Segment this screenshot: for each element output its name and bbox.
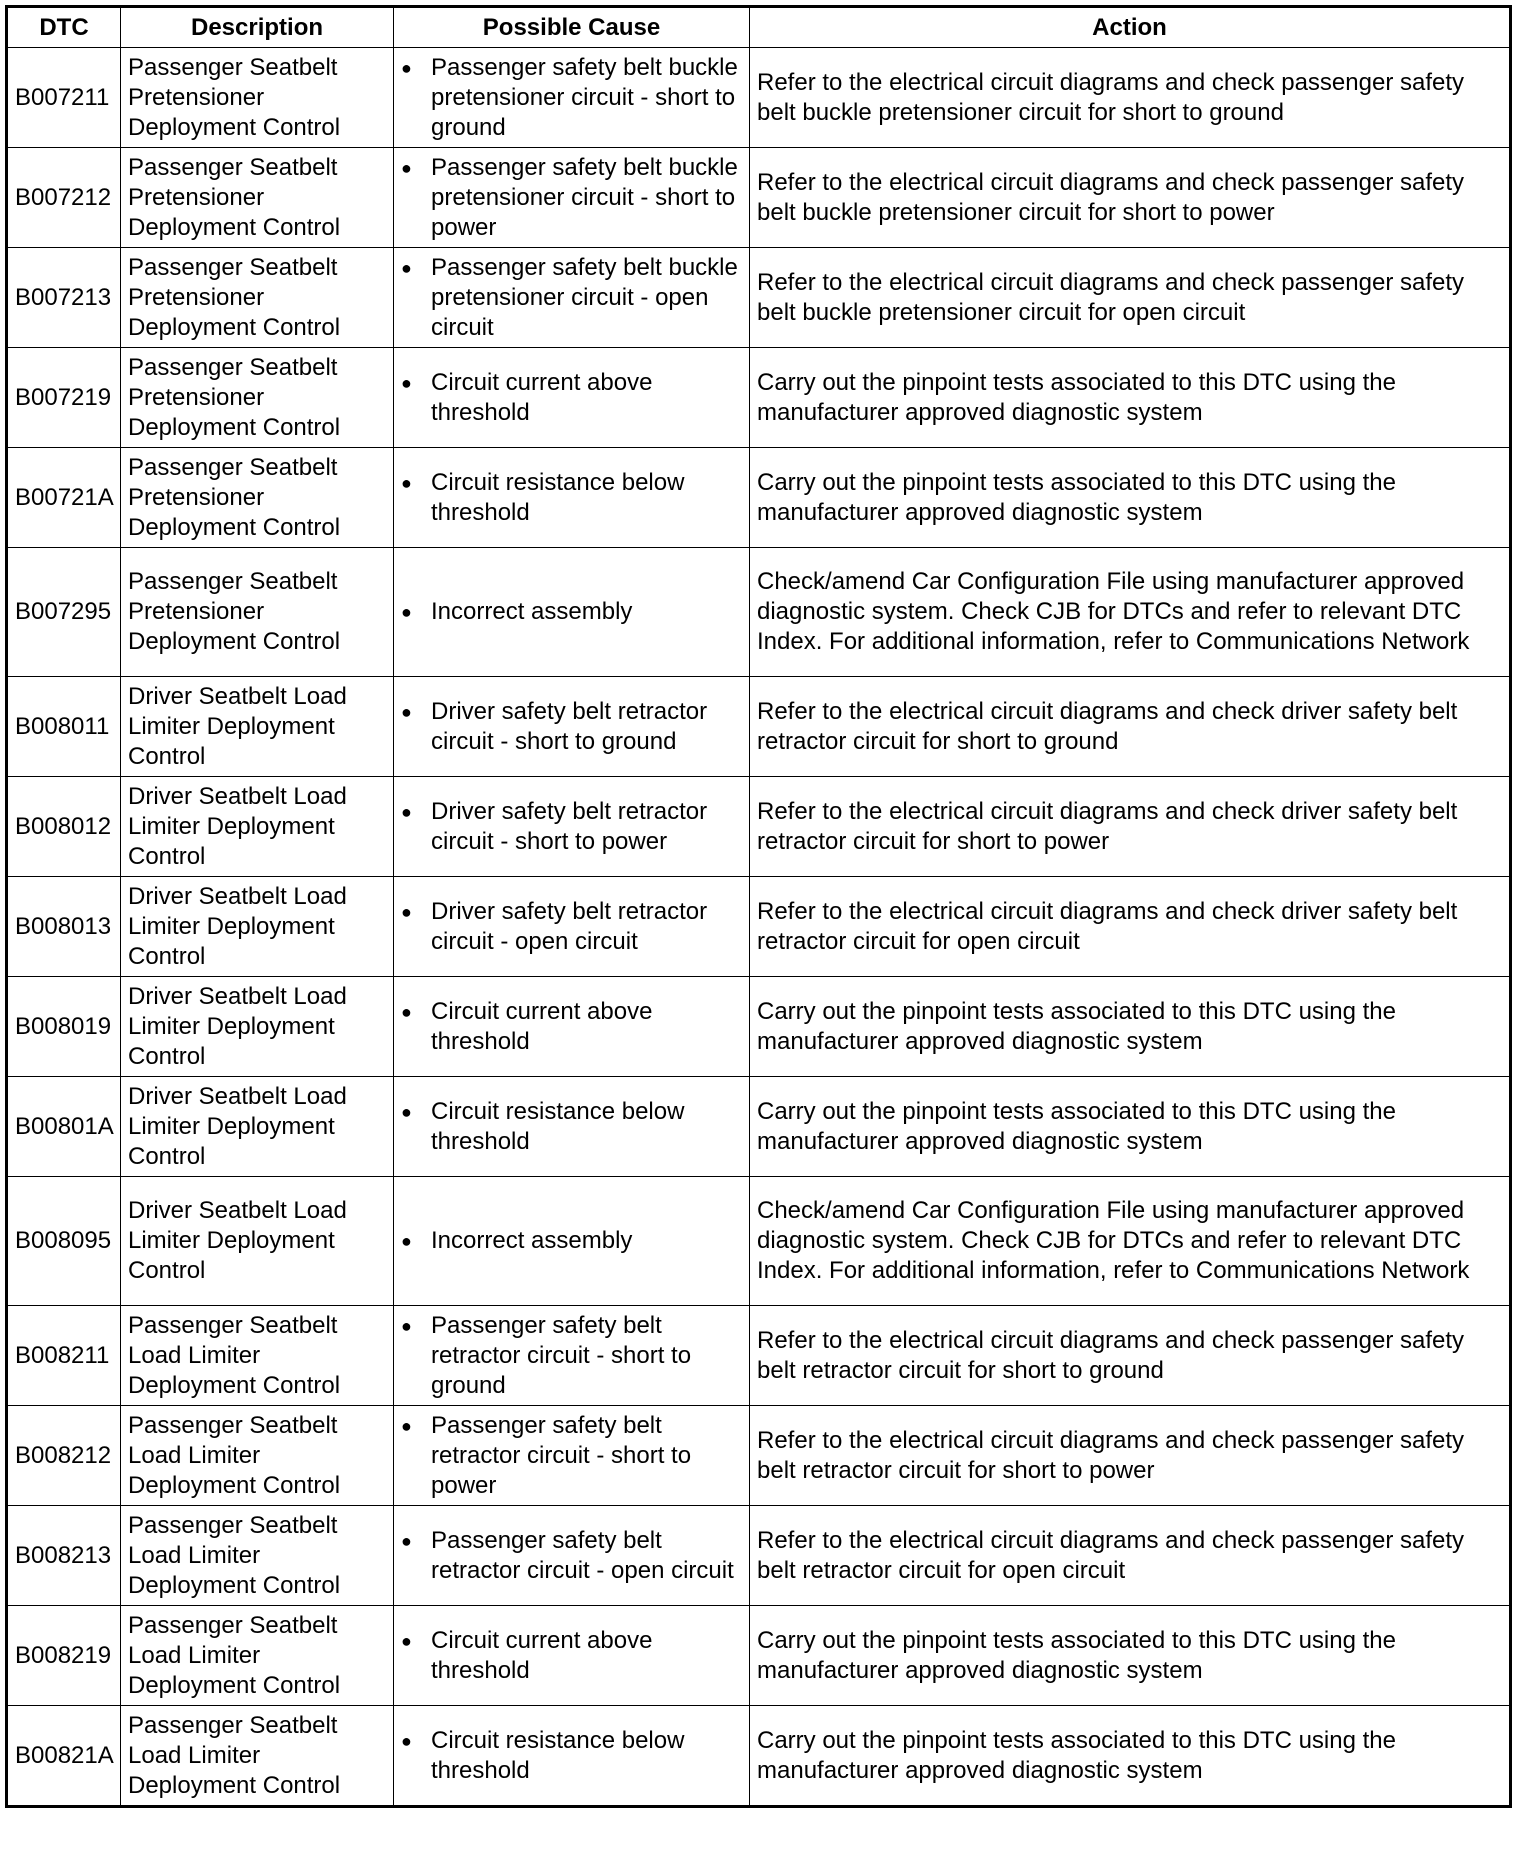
bullet-icon: ● <box>401 372 412 393</box>
action-cell: Refer to the electrical circuit diagrams and check passenger safety belt retractor circuit for short to ground <box>750 1306 1511 1406</box>
action-cell: Refer to the electrical circuit diagrams and check driver safety belt retractor circuit for short to ground <box>750 677 1511 777</box>
action-cell: Refer to the electrical circuit diagrams and check passenger safety belt retractor circuit for short to power <box>750 1406 1511 1506</box>
description-cell: Driver Seatbelt Load Limiter Deployment Control <box>121 877 394 977</box>
action-cell: Refer to the electrical circuit diagrams and check passenger safety belt buckle pretensioner circuit for short to ground <box>750 48 1511 148</box>
possible-cause-text: Circuit resistance below threshold <box>431 468 685 526</box>
bullet-icon: ● <box>401 1315 412 1336</box>
table-row <box>7 1177 1511 1306</box>
bullet-icon: ● <box>401 472 412 493</box>
table-row <box>7 1506 1511 1606</box>
bullet-icon: ● <box>401 157 412 178</box>
possible-cause-cell <box>394 348 750 448</box>
action-cell: Carry out the pinpoint tests associated to this DTC using the manufacturer approved diagnostic system <box>750 977 1511 1077</box>
possible-cause-text: Circuit resistance below threshold <box>431 1097 685 1155</box>
possible-cause-cell <box>394 1177 750 1306</box>
description-cell: Passenger Seatbelt Load Limiter Deployment Control <box>121 1306 394 1406</box>
table-row <box>7 448 1511 548</box>
possible-cause-cell <box>394 1706 750 1807</box>
dtc-code: B007295 <box>7 548 121 677</box>
dtc-code: B00721A <box>7 448 121 548</box>
table-row <box>7 1406 1511 1506</box>
possible-cause-cell <box>394 148 750 248</box>
possible-cause-text: Driver safety belt retractor circuit - open circuit <box>431 897 708 955</box>
possible-cause-cell <box>394 877 750 977</box>
possible-cause-text: Circuit current above threshold <box>431 997 653 1055</box>
table-row <box>7 1706 1511 1807</box>
header-dtc: DTC <box>7 7 121 48</box>
bullet-icon: ● <box>401 1630 412 1651</box>
table-row <box>7 48 1511 148</box>
action-cell: Carry out the pinpoint tests associated to this DTC using the manufacturer approved diagnostic system <box>750 348 1511 448</box>
header-action: Action <box>750 7 1511 48</box>
dtc-table <box>5 5 1512 1808</box>
description-cell: Passenger Seatbelt Pretensioner Deployment Control <box>121 248 394 348</box>
description-cell: Passenger Seatbelt Pretensioner Deployment Control <box>121 448 394 548</box>
dtc-code: B008211 <box>7 1306 121 1406</box>
description-cell: Passenger Seatbelt Pretensioner Deployment Control <box>121 48 394 148</box>
action-cell: Carry out the pinpoint tests associated to this DTC using the manufacturer approved diagnostic system <box>750 1077 1511 1177</box>
table-row <box>7 248 1511 348</box>
possible-cause-cell <box>394 48 750 148</box>
dtc-code: B008011 <box>7 677 121 777</box>
description-cell: Driver Seatbelt Load Limiter Deployment Control <box>121 977 394 1077</box>
dtc-code: B00821A <box>7 1706 121 1807</box>
table-row <box>7 548 1511 677</box>
table-row <box>7 777 1511 877</box>
possible-cause-cell <box>394 248 750 348</box>
possible-cause-text: Passenger safety belt retractor circuit - short to power <box>431 1411 692 1499</box>
bullet-icon: ● <box>401 602 412 622</box>
table-row <box>7 1077 1511 1177</box>
bullet-icon: ● <box>401 1730 412 1751</box>
possible-cause-text: Passenger safety belt buckle pretensioner circuit - short to ground <box>431 53 738 141</box>
action-cell: Refer to the electrical circuit diagrams and check passenger safety belt buckle pretensioner circuit for short to power <box>750 148 1511 248</box>
table-row <box>7 977 1511 1077</box>
bullet-icon: ● <box>401 57 412 78</box>
possible-cause-cell <box>394 1077 750 1177</box>
bullet-icon: ● <box>401 1530 412 1551</box>
possible-cause-text: Circuit current above threshold <box>431 368 653 426</box>
description-cell: Passenger Seatbelt Load Limiter Deployment Control <box>121 1706 394 1807</box>
possible-cause-cell <box>394 977 750 1077</box>
dtc-code: B007212 <box>7 148 121 248</box>
action-cell: Check/amend Car Configuration File using manufacturer approved diagnostic system. Check CJB for DTCs and refer to relevant DTC Index. For additional information, refer to Communications Network <box>750 548 1511 677</box>
description-cell: Driver Seatbelt Load Limiter Deployment Control <box>121 1077 394 1177</box>
dtc-code: B008013 <box>7 877 121 977</box>
possible-cause-text: Incorrect assembly <box>431 1227 633 1254</box>
header-possible-cause: Possible Cause <box>394 7 750 48</box>
table-row <box>7 1306 1511 1406</box>
possible-cause-text: Circuit current above threshold <box>431 1626 653 1684</box>
description-cell: Passenger Seatbelt Load Limiter Deployment Control <box>121 1606 394 1706</box>
dtc-code: B00801A <box>7 1077 121 1177</box>
possible-cause-text: Passenger safety belt retractor circuit - short to ground <box>431 1311 692 1399</box>
action-cell: Carry out the pinpoint tests associated to this DTC using the manufacturer approved diagnostic system <box>750 1706 1511 1807</box>
description-cell: Passenger Seatbelt Pretensioner Deployment Control <box>121 548 394 677</box>
description-cell: Passenger Seatbelt Pretensioner Deployment Control <box>121 148 394 248</box>
possible-cause-text: Incorrect assembly <box>431 598 633 625</box>
bullet-icon: ● <box>401 257 412 278</box>
possible-cause-text: Passenger safety belt buckle pretensioner circuit - short to power <box>431 153 738 241</box>
possible-cause-cell <box>394 1506 750 1606</box>
bullet-icon: ● <box>401 1231 412 1251</box>
bullet-icon: ● <box>401 701 412 722</box>
action-cell: Refer to the electrical circuit diagrams and check passenger safety belt retractor circuit for open circuit <box>750 1506 1511 1606</box>
action-cell: Refer to the electrical circuit diagrams and check driver safety belt retractor circuit for open circuit <box>750 877 1511 977</box>
possible-cause-cell <box>394 548 750 677</box>
table-row <box>7 877 1511 977</box>
table-row <box>7 148 1511 248</box>
dtc-code: B008019 <box>7 977 121 1077</box>
possible-cause-text: Driver safety belt retractor circuit - short to power <box>431 797 708 855</box>
dtc-code: B008212 <box>7 1406 121 1506</box>
table-row <box>7 677 1511 777</box>
possible-cause-cell <box>394 448 750 548</box>
possible-cause-text: Driver safety belt retractor circuit - short to ground <box>431 697 708 755</box>
bullet-icon: ● <box>401 801 412 822</box>
dtc-code: B008213 <box>7 1506 121 1606</box>
dtc-code: B008095 <box>7 1177 121 1306</box>
dtc-code: B007211 <box>7 48 121 148</box>
bullet-icon: ● <box>401 901 412 922</box>
header-description: Description <box>121 7 394 48</box>
bullet-icon: ● <box>401 1001 412 1022</box>
possible-cause-cell <box>394 1606 750 1706</box>
possible-cause-cell <box>394 1406 750 1506</box>
possible-cause-cell <box>394 677 750 777</box>
action-cell: Check/amend Car Configuration File using manufacturer approved diagnostic system. Check CJB for DTCs and refer to relevant DTC Index. For additional information, refer to Communications Network <box>750 1177 1511 1306</box>
action-cell: Carry out the pinpoint tests associated to this DTC using the manufacturer approved diagnostic system <box>750 1606 1511 1706</box>
possible-cause-text: Passenger safety belt buckle pretensioner circuit - open circuit <box>431 253 738 341</box>
bullet-icon: ● <box>401 1415 412 1436</box>
possible-cause-cell <box>394 777 750 877</box>
dtc-code: B008219 <box>7 1606 121 1706</box>
table-row <box>7 348 1511 448</box>
description-cell: Driver Seatbelt Load Limiter Deployment Control <box>121 1177 394 1306</box>
action-cell: Refer to the electrical circuit diagrams and check driver safety belt retractor circuit for short to power <box>750 777 1511 877</box>
possible-cause-text: Circuit resistance below threshold <box>431 1726 685 1784</box>
description-cell: Passenger Seatbelt Load Limiter Deployment Control <box>121 1406 394 1506</box>
possible-cause-cell <box>394 1306 750 1406</box>
action-cell: Carry out the pinpoint tests associated to this DTC using the manufacturer approved diagnostic system <box>750 448 1511 548</box>
description-cell: Passenger Seatbelt Pretensioner Deployment Control <box>121 348 394 448</box>
dtc-code: B007213 <box>7 248 121 348</box>
bullet-icon: ● <box>401 1101 412 1122</box>
table-body <box>7 48 1511 1807</box>
action-cell: Refer to the electrical circuit diagrams and check passenger safety belt buckle pretensioner circuit for open circuit <box>750 248 1511 348</box>
table-row <box>7 1606 1511 1706</box>
possible-cause-text: Passenger safety belt retractor circuit - open circuit <box>431 1526 734 1584</box>
dtc-code: B007219 <box>7 348 121 448</box>
table-header-row <box>7 7 1511 48</box>
description-cell: Driver Seatbelt Load Limiter Deployment Control <box>121 677 394 777</box>
description-cell: Driver Seatbelt Load Limiter Deployment Control <box>121 777 394 877</box>
description-cell: Passenger Seatbelt Load Limiter Deployment Control <box>121 1506 394 1606</box>
dtc-code: B008012 <box>7 777 121 877</box>
